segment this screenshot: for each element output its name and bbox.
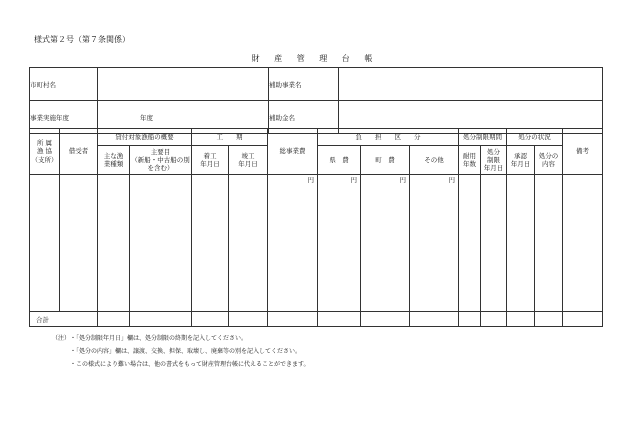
cell-completion-date[interactable]	[229, 175, 268, 312]
unit-label: 円	[350, 176, 357, 184]
header-start-date: 着工 年月日	[192, 146, 229, 175]
cell-disposal-limit-date[interactable]	[481, 175, 507, 312]
cell-disposal-content[interactable]	[535, 175, 563, 312]
cell-main-engine[interactable]	[130, 175, 192, 312]
header-completion-date: 竣工 年月日	[229, 146, 268, 175]
header-remarks: 備考	[563, 129, 603, 175]
total-cell[interactable]	[563, 312, 603, 327]
note-item: ・この様式により難い場合は、他の書式をもって財産管理台帳に代えることができます。	[70, 361, 310, 368]
total-cell[interactable]	[361, 312, 410, 327]
total-label: 合計	[30, 312, 98, 327]
header-vessel-overview: 貸付対象漁船の概要	[98, 129, 192, 146]
municipality-label: 市町村名	[30, 68, 98, 101]
header-disposal-status: 処分の状況	[507, 129, 563, 146]
cell-approval-date[interactable]	[507, 175, 535, 312]
unit-label: 円	[307, 176, 314, 184]
fiscal-year-suffix: 年度	[140, 113, 153, 122]
unit-label: 円	[399, 176, 406, 184]
header-other: その他	[410, 146, 459, 175]
form-number: 様式第２号（第７条関係）	[34, 35, 130, 44]
cell-other[interactable]	[410, 175, 459, 312]
project-name-field[interactable]	[339, 68, 603, 101]
project-name-label: 補助事業名	[269, 68, 339, 101]
cell-town-cost[interactable]	[361, 175, 410, 312]
cell-useful-life[interactable]	[459, 175, 481, 312]
total-cell[interactable]	[318, 312, 361, 327]
cell-prefecture-cost[interactable]	[318, 175, 361, 312]
header-total-cost: 総事業費	[268, 129, 318, 175]
total-cell[interactable]	[229, 312, 268, 327]
header-disposal-limit-date: 処分 制限 年月日	[481, 146, 507, 175]
header-approval-date: 承認 年月日	[507, 146, 535, 175]
asset-ledger-table	[29, 128, 603, 327]
subsidy-amount-label: 補助金名	[269, 101, 339, 134]
total-row	[30, 312, 603, 327]
header-prefecture-cost: 県 費	[318, 146, 361, 175]
total-cell[interactable]	[459, 312, 481, 327]
header-main-engine: 主要目 （新船・中古船の別 を含む）	[130, 146, 192, 175]
total-cell[interactable]	[535, 312, 563, 327]
cell-remarks[interactable]	[563, 175, 603, 312]
total-cell[interactable]	[481, 312, 507, 327]
total-cell[interactable]	[507, 312, 535, 327]
cell-total-cost[interactable]	[268, 175, 318, 312]
header-construction-period: 工 期	[192, 129, 268, 146]
header-burden-breakdown: 負 担 区 分	[318, 129, 459, 146]
cell-start-date[interactable]	[192, 175, 229, 312]
cell-borrower[interactable]	[60, 175, 98, 312]
total-cell[interactable]	[130, 312, 192, 327]
document-title: 財 産 管 理 台 帳	[251, 54, 379, 63]
notes-prefix: （注）	[52, 335, 71, 342]
info-table	[29, 67, 603, 134]
note-item: ・「処分制限年月日」欄は、処分制限の終期を記入してください。	[70, 335, 248, 342]
header-town-cost: 町 費	[361, 146, 410, 175]
cell-location[interactable]	[30, 175, 60, 312]
header-borrower: 借受者	[60, 129, 98, 175]
header-main-fishery: 主な漁 業種類	[98, 146, 130, 175]
header-disposal-content: 処分の 内容	[535, 146, 563, 175]
total-cell[interactable]	[98, 312, 130, 327]
header-disposal-limit-period: 処分制限期間	[459, 129, 507, 146]
fiscal-year-label: 事業実施年度	[30, 101, 98, 134]
table-row	[30, 175, 603, 312]
header-useful-life: 耐用 年数	[459, 146, 481, 175]
municipality-field[interactable]	[98, 68, 269, 101]
header-location: 所 属 漁 協 （支所）	[30, 129, 60, 175]
total-cell[interactable]	[268, 312, 318, 327]
cell-main-fishery[interactable]	[98, 175, 130, 312]
total-cell[interactable]	[410, 312, 459, 327]
total-cell[interactable]	[192, 312, 229, 327]
unit-label: 円	[448, 176, 455, 184]
note-item: ・「処分の内容」欄は、譲渡、交換、担保、取壊し、廃棄等の別を記入してください。	[70, 348, 302, 355]
